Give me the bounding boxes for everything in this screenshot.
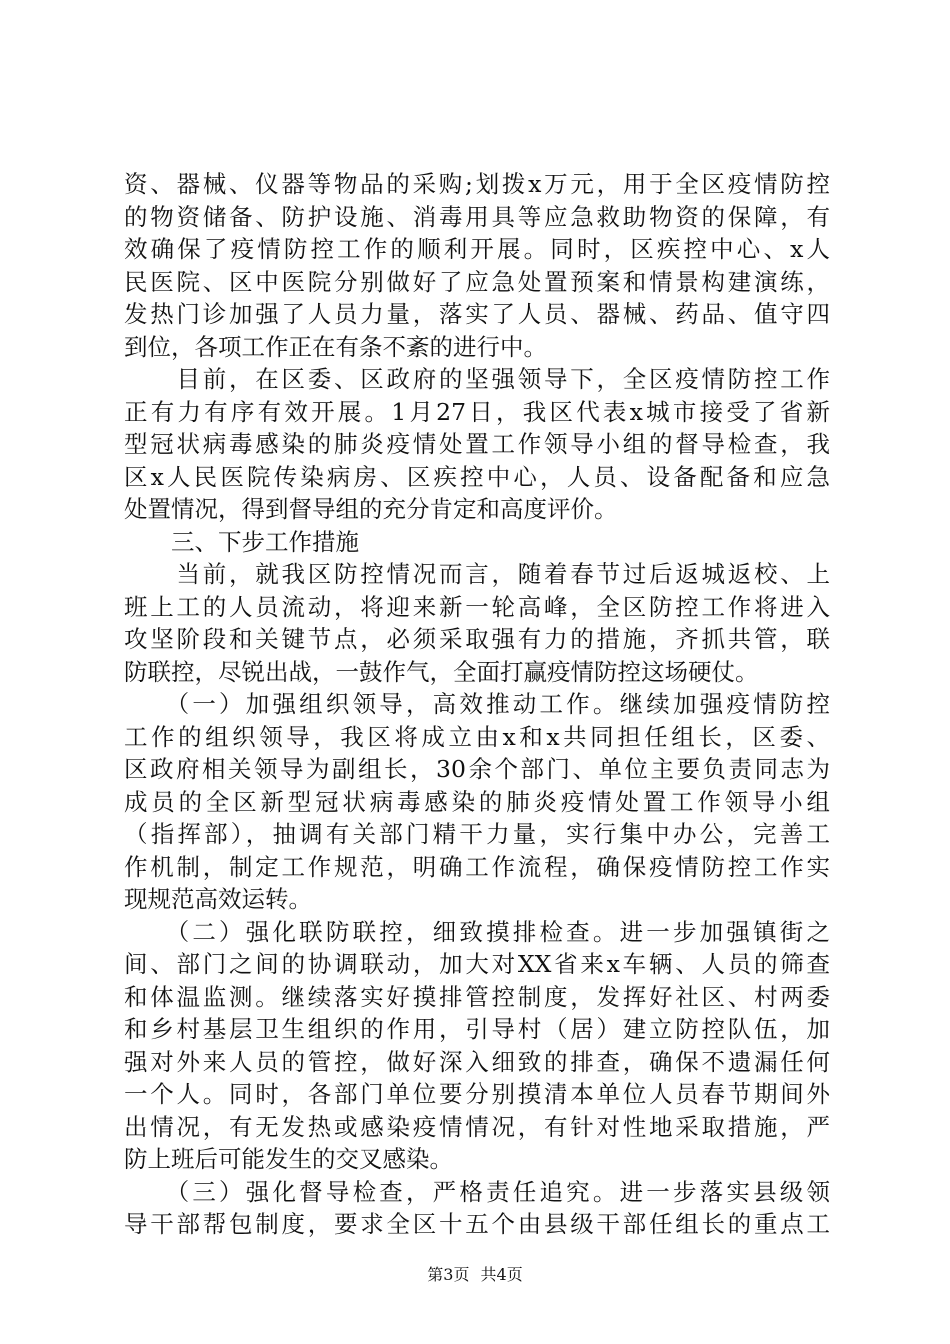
text-line: 民医院、区中医院分别做好了应急处置预案和情景构建演练， bbox=[124, 267, 830, 296]
text-line: 和体温监测。继续落实好摸排管控制度，发挥好社区、村两委 bbox=[124, 982, 830, 1011]
text-line: 导干部帮包制度，要求全区十五个由县级干部任组长的重点工 bbox=[124, 1210, 830, 1238]
text-line: 班上工的人员流动，将迎来新一轮高峰，全区防控工作将进入 bbox=[124, 592, 830, 621]
text-line: 防联控，尽锐出战，一鼓作气，全面打赢疫情防控这场硬仗。 bbox=[124, 657, 759, 686]
page-total: 共4页 bbox=[480, 1265, 523, 1284]
text-line: 效确保了疫情防控工作的顺利开展。同时，区疾控中心、x人 bbox=[124, 235, 830, 263]
document-body bbox=[124, 168, 830, 1241]
text-line: （三）强化督导检查，严格责任追究。进一步落实县级领 bbox=[124, 1177, 830, 1206]
text-line: 区x人民医院传染病房、区疾控中心，人员、设备配备和应急 bbox=[124, 462, 830, 491]
text-line: （二）强化联防联控，细致摸排检查。进一步加强镇街之 bbox=[124, 917, 830, 946]
text-line: 的物资储备、防护设施、消毒用具等应急救助物资的保障，有 bbox=[124, 202, 830, 231]
text-line: 防上班后可能发生的交叉感染。 bbox=[124, 1145, 453, 1173]
text-line: 目前，在区委、区政府的坚强领导下，全区疫情防控工作 bbox=[124, 365, 830, 393]
text-line: 攻坚阶段和关键节点，必须采取强有力的措施，齐抓共管，联 bbox=[124, 625, 830, 653]
text-line: 发热门诊加强了人员力量，落实了人员、器械、药品、值守四 bbox=[124, 300, 830, 328]
text-line: （一）加强组织领导，高效推动工作。继续加强疫情防控 bbox=[124, 690, 830, 718]
text-line: 强对外来人员的管控，做好深入细致的排查，确保不遗漏任何 bbox=[124, 1047, 830, 1076]
text-line: 型冠状病毒感染的肺炎疫情处置工作领导小组的督导检查，我 bbox=[124, 430, 830, 458]
text-line: （指挥部），抽调有关部门精干力量，实行集中办公，完善工 bbox=[124, 820, 830, 848]
text-line: 一个人。同时，各部门单位要分别摸清本单位人员春节期间外 bbox=[124, 1080, 830, 1108]
text-line: 到位，各项工作正在有条不紊的进行中。 bbox=[124, 332, 547, 361]
text-line: 作机制，制定工作规范，明确工作流程，确保疫情防控工作实 bbox=[124, 852, 830, 881]
page-footer bbox=[0, 1262, 950, 1285]
text-line: 和乡村基层卫生组织的作用，引导村（居）建立防控队伍，加 bbox=[124, 1015, 830, 1043]
text-line: 三、下步工作措施 bbox=[124, 527, 359, 556]
text-line: 现规范高效运转。 bbox=[124, 885, 312, 913]
text-line: 出情况，有无发热或感染疫情情况，有针对性地采取措施，严 bbox=[124, 1112, 830, 1141]
text-line: 当前，就我区防控情况而言，随着春节过后返城返校、上 bbox=[124, 560, 830, 588]
text-line: 工作的组织领导，我区将成立由x和x共同担任组长，区委、 bbox=[124, 722, 830, 751]
text-line: 处置情况，得到督导组的充分肯定和高度评价。 bbox=[124, 495, 618, 523]
text-line: 资、器械、仪器等物品的采购;划拨x万元，用于全区疫情防控 bbox=[124, 170, 830, 198]
text-line: 间、部门之间的协调联动，加大对XX省来x车辆、人员的筛查 bbox=[124, 950, 830, 978]
text-line: 区政府相关领导为副组长，30余个部门、单位主要负责同志为 bbox=[124, 755, 830, 783]
text-line: 正有力有序有效开展。1月27日，我区代表x城市接受了省新 bbox=[124, 397, 830, 426]
text-line: 成员的全区新型冠状病毒感染的肺炎疫情处置工作领导小组 bbox=[124, 787, 830, 816]
page-number: 第3页 bbox=[427, 1265, 470, 1284]
